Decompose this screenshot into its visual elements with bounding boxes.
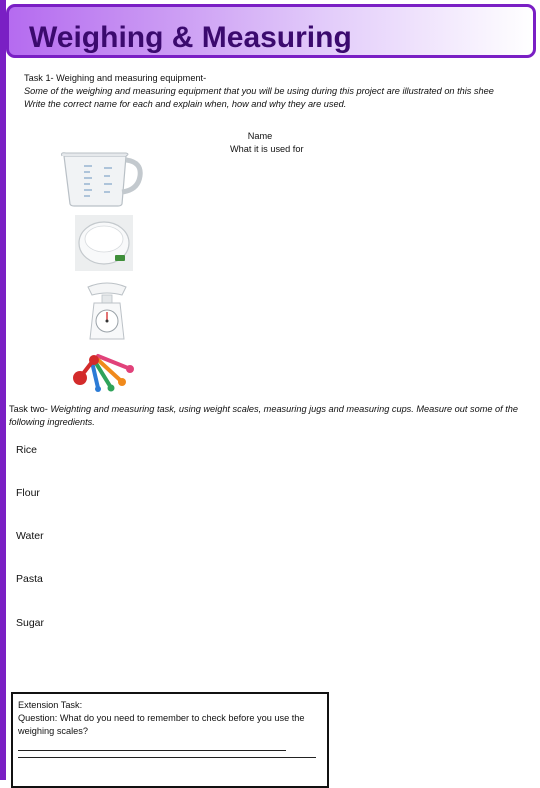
extension-task-box	[11, 692, 329, 788]
column-headers	[230, 130, 304, 155]
ingredient-item: Rice	[16, 444, 38, 456]
column-header-name: Name	[247, 131, 273, 141]
kitchen-scale-image	[86, 281, 128, 341]
task-two-body: Weighting and measuring task, using weight scales, measuring jugs and measuring cups. Measure out some of the following ingredients.	[9, 404, 518, 427]
extension-question	[18, 712, 322, 738]
extension-question-text: What do you need to remember to check before you use the weighing scales?	[18, 713, 305, 736]
column-header-use: What it is used for	[230, 143, 304, 154]
left-border-rule	[0, 0, 6, 780]
task-two-section	[9, 403, 539, 429]
ingredient-item: Flour	[16, 487, 40, 499]
task-one-heading: Task 1- Weighing and measuring equipment-	[24, 73, 207, 83]
task-one-section	[24, 72, 538, 111]
ingredient-item: Sugar	[16, 617, 45, 629]
ingredient-item: Water	[16, 530, 44, 542]
digital-scale-image	[75, 215, 133, 271]
title-banner	[6, 4, 536, 58]
answer-line[interactable]	[18, 751, 316, 758]
task-one-intro-line-2: Write the correct name for each and explain when, how and why they are used.	[24, 99, 347, 109]
page-title: Weighing & Measuring	[29, 21, 352, 54]
extension-task-title: Extension Task:	[18, 700, 83, 710]
answer-line[interactable]	[18, 740, 286, 751]
measuring-jug-image	[60, 148, 146, 208]
ingredient-item: Pasta	[16, 573, 43, 585]
extension-question-label: Question:	[18, 713, 58, 723]
task-one-intro-line-1: Some of the weighing and measuring equipment that you will be using during this project are illustrated on this shee	[24, 86, 494, 96]
measuring-spoons-image	[70, 350, 134, 392]
task-two-heading: Task two-	[9, 404, 48, 414]
